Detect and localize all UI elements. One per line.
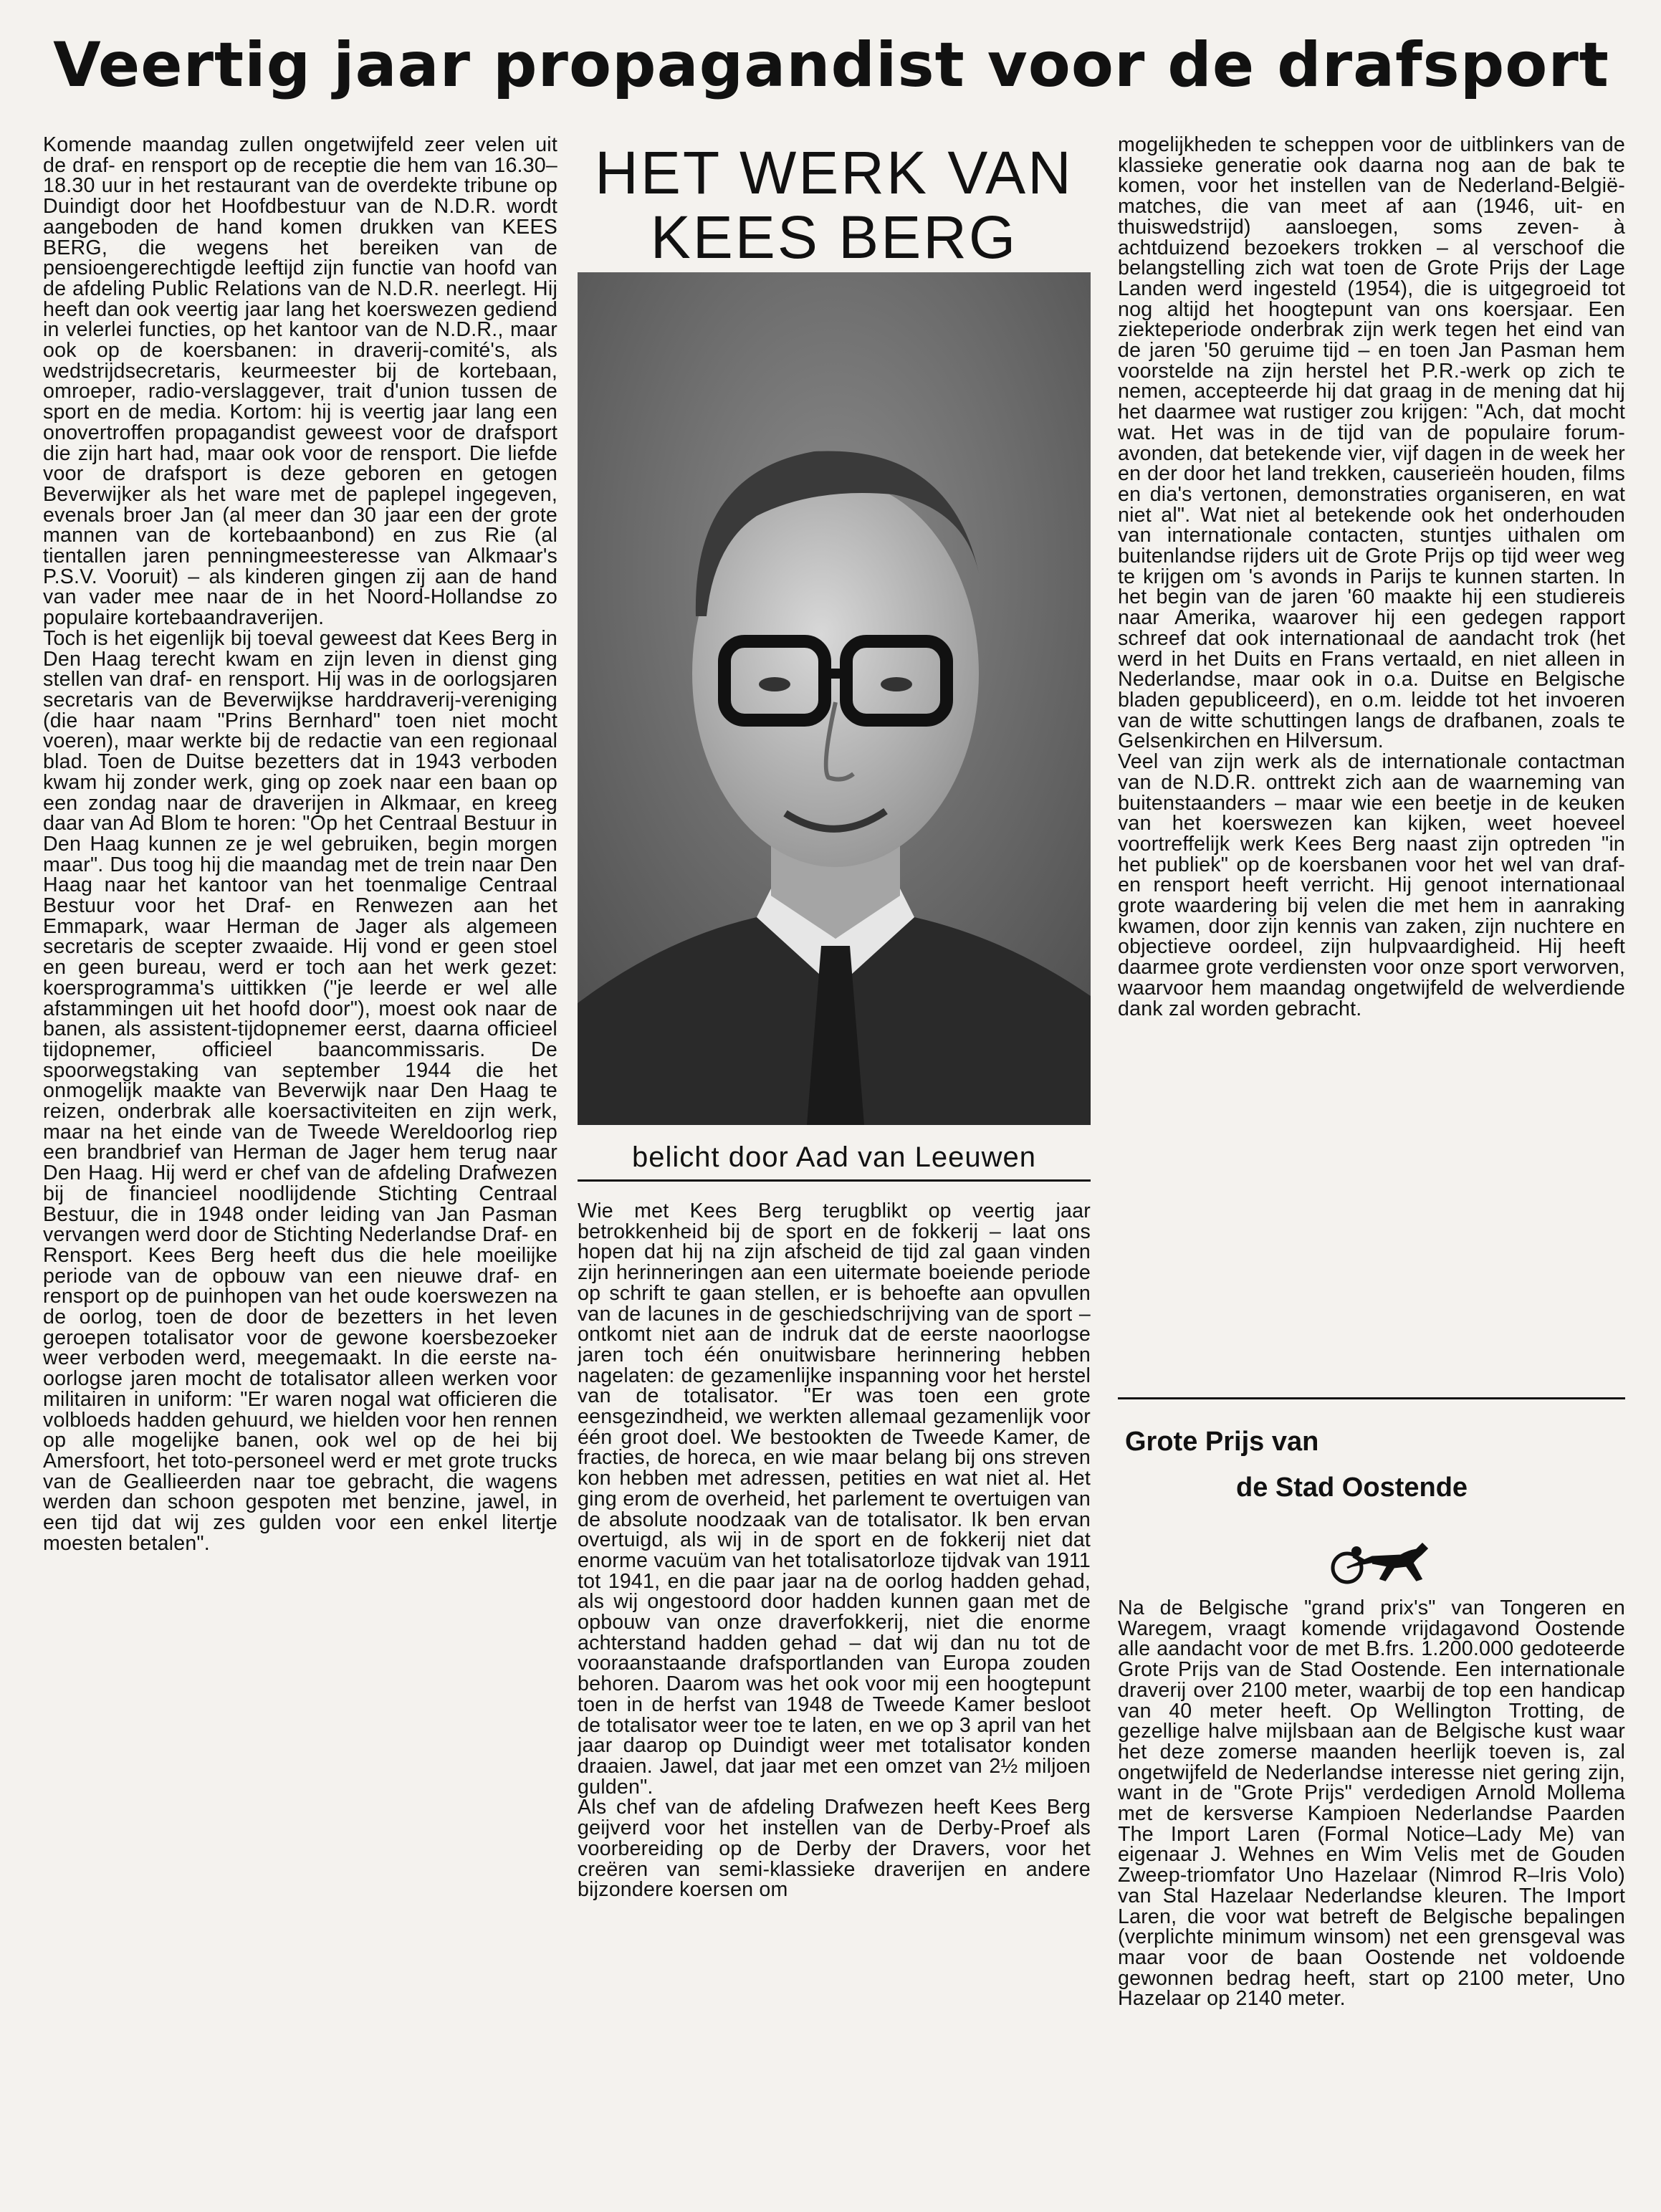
paragraph: Toch is het eigenlijk bij toeval geweest dat Kees Berg in Den Haag terecht kwam en zijn leven in dienst ging stellen van draf- en rensport. Hij was in de oorlogsjaren secretaris van de Beverwijkse harddraverij-vereniging (die haar naam "Prins Bernhard" toen niet mocht voeren), maar werkte bij de redactie van een regionaal blad. Toen de Duitse bezetters dat in 1943 verboden kwam hij zonder werk, ging op zoek naar een baan op een zondag naar de draverijen in Alkmaar, en kreeg daar van Ad Blom te horen: "Op het Centraal Bestuur in Den Haag kunnen ze je wel gebruiken, begin morgen maar". Dus toog hij die maandag met de trein naar Den Haag naar het kantoor van het toenmalige Centraal Bestuur voor het Draf- en Renwezen aan het Emmapark, waar Herman de Jager als algemeen secretaris de scepter zwaaide. Hij vond er geen stoel en geen bureau, werd er toch aan het werk gezet: koersprogramma's uittikken ("je leerde er wel alle afstammingen uit het hoofd door"), moest ook naar de banen, als assistent-tijdopnemer eerst, daarna officieel tijdopnemer, officieel baancommissaris. De spoorwegstaking van september 1944 die het onmogelijk maakte van Beverwijk naar Den Haag te reizen, onderbrak alle koersactiviteiten en zijn werk, maar na het einde van de Tweede Wereldoorlog riep een brandbrief van Herman de Jager hem terug naar Den Haag. Hij werd er chef van de afdeling Drafwezen bij de financieel noodlijdende Stichting Centraal Bestuur, die in 1948 onder leiding van Jan Pasman vervangen werd door de Stichting Nederlandse Draf- en Rensport. Kees Berg heeft dus die hele moeilijke periode van de opbouw van een nieuwe draf- en rensport op de puinhopen van het oude koerswezen na de oorlog, toen de door de bezetters in het leven geroepen totalisator voor de gewone koersbezoeker weer verboden werd, meegemaakt. In die eerste na-oorlogse jaren mocht de totalisator alleen werken voor militairen in uniform: "Er waren nogal wat officieren die volbloeds hadden gehuurd, we hielden voor hen rennen op alle mogelijke banen, ook wel op de hei bij Amersfoort, het toto-personeel werd er met grote trucks van de Geallieerden naar toe gebracht, die wagens werden dan schoon gespoten met benzine, jawel, in een tijd dat wij zes gulden voor een enkel litertje moesten betalen". — [43, 626, 557, 1555]
divider — [1118, 1397, 1625, 1399]
subtitle-line: KEES BERG — [650, 204, 1018, 271]
subtitle-line: HET WERK VAN — [595, 139, 1073, 206]
divider — [578, 1179, 1091, 1182]
sulky-trotter-icon — [1322, 1536, 1437, 1586]
paragraph: Veel van zijn werk als de internationale contactman van de N.D.R. onttrekt zich aan de waarneming van buitenstaanders – maar wie een beetje in de keuken van het koerswezen kan kijken, weet hoeveel voortreffelijk werk Kees Berg naast zijn optreden "in het publiek" op de koersbanen voor het wel van draf- en rensport heeft verricht. Hij genoot internationaal grote waardering bij velen die met hem in aanraking kwamen, door zijn kennis van zaken, zijn nuchtere en objectieve oordeel, zijn hulpvaardigheid. Hij heeft daarmee grote verdiensten voor onze sport verworven, waarvoor hem maandag ongetwijfeld de welverdiende dank zal worden gebracht. — [1118, 750, 1625, 1020]
article-column-1 — [43, 135, 557, 2198]
paragraph: Komende maandag zullen ongetwijfeld zeer velen uit de draf- en rensport op de receptie die hem van 16.30–18.30 uur in het restaurant van de overdekte tribune op Duindigt door het Hoofdbestuur van de N.D.R. wordt aangeboden de hand komen drukken van KEES BERG, die wegens het bereiken van de pensioengerechtigde leeftijd zijn functie van hoofd van de afdeling Public Relations van de N.D.R. neerlegt. Hij heeft dan ook veertig jaar lang het koerswezen gediend in velerlei functies, op het kantoor van de N.D.R., maar ook op de koersbanen: in draverij-comité's, als wedstrijdsecretaris, keurmeester bij de kortebaan, omroeper, radio-verslaggever, trait d'union tussen de sport en de media. Kortom: hij is veertig jaar lang een onovertroffen propagandist geweest voor de drafsport die zijn hart had, maar ook voor de rensport. Die liefde voor de drafsport is deze geboren en getogen Beverwijker als het ware met de paplepel ingegeven, evenals broer Jan (al meer dan 30 jaar een der grote mannen van de kortebaanbond) en zus Rie (al tientallen jaren penningmeesteresse van Alkmaar's P.S.V. Vooruit) – als kinderen gingen zij aan de hand van vader mee naar de in het Noord-Hollandse zo populaire kortebaandraverijen. — [43, 135, 557, 630]
sidebar-title: de Stad Oostende — [1236, 1473, 1468, 1503]
article-column-3 — [1118, 135, 1625, 1378]
byline: belicht door Aad van Leeuwen — [632, 1141, 1036, 1173]
paragraph: mogelijkheden te scheppen voor de uitblinkers van de klassieke generatie ook daarna nog aan de bak te komen, voor het instellen van de Nederland-België-matches, die van meet af aan (1946, uit- en thuiswedstrijd) aansloegen, soms zeven- à achtduizend bezoekers trokken – al verschoof die belangstelling zich wat toen de Grote Prijs der Lage Landen werd ingesteld (1954), die is uitgegroeid tot nog altijd het hoogtepunt van ons koersjaar. Een ziekteperiode onderbrak zijn werk tegen het eind van de jaren '50 geruime tijd – en toen Jan Pasman hem voorstelde na zijn herstel het P.R.-werk op zich te nemen, accepteerde hij dat graag in de mening dat hij het daarmee wat rustiger zou krijgen: "Ach, dat mocht wat. Het was in de tijd van de populaire forum-avonden, dat betekende vier, vijf dagen in de week her en der door het land trekken, causerieën houden, films en dia's vertonen, demonstraties organiseren, en wat niet al". Wat niet al betekende ook het onderhouden van internationale contacten, stuntjes uithalen om buitenlandse rijders uit de Grote Prijs op tijd weer weg te krijgen om 's avonds in Parijs te kunnen starten. In het begin van de jaren '60 maakte hij een studiereis naar Amerika, waarover hij een gedegen rapport schreef dat ook internationaal de aandacht trok (het werd in het Duits en Frans vertaald, en niet alleen in Nederlandse, maar ook in o.a. Duitse en Belgische bladen gepubliceerd), en o.m. leidde tot het invoeren van de witte schuttingen langs de drafbanen, zoals te Gelsenkirchen en Hilversum. — [1118, 135, 1625, 753]
portrait-illustration — [578, 272, 1091, 1125]
headline: Veertig jaar propagandist voor de drafsport — [53, 29, 1609, 101]
paragraph: Wie met Kees Berg terugblikt op veertig jaar betrokkenheid bij de sport en de fokkerij – laat ons hopen dat hij na zijn afscheid de tijd zal gaan vinden zijn herinneringen aan een uitermate boeiende periode op schrift te gaan stellen, er is behoefte aan opvullen van de lacunes in de geschiedschrijving van de sport – ontkomt niet aan de indruk dat de eerste naoorlogse jaren toch één onuitwisbare herinnering hebben nagelaten: de gezamenlijke inspanning voor het herstel van de totalisator. "Er was toen een grote eensgezindheid, we werkten allemaal gezamenlijk voor één groot doel. We bestookten de Tweede Kamer, de fracties, de horeca, en wie maar belang bij ons streven kon hebben met adressen, petities en wat niet al. Het ging erom de overheid, het parlement te overtuigen van de absolute noodzaak van de totalisator. Ik ben ervan overtuigd, als wij in de sport en de fokkerij niet dat enorme vacuüm van het totalisatorloze tijdvak van 1911 tot 1941, en die paar jaar na de oorlog hadden gehad, als wij ongestoord door hadden kunnen gaan met de opbouw van onze draverfokkerij, niet die enorme achterstand hadden gehad – dat wij dan nu tot de vooraanstaande drafsportlanden van Europa zouden behoren. Daarom was het ook voor mij een hoogtepunt toen in de herfst van 1948 de Tweede Kamer besloot de totalisator weer toe te laten, en we op 3 april van het jaar daarop op Duindigt weer met totalisator konden draaien. Jawel, dat jaar met een omzet van 2½ miljoen gulden". — [578, 1201, 1091, 1799]
article-subtitle — [578, 140, 1091, 269]
sidebar-title: Grote Prijs van — [1125, 1427, 1319, 1457]
sidebar-column — [1118, 1598, 1625, 2204]
paragraph: Na de Belgische "grand prix's" van Tongeren en Waregem, vraagt komende vrijdagavond Oostende alle aandacht voor de met B.frs. 1.200.000 gedoteerde Grote Prijs van de Stad Oostende. Een internationale draverij over 2100 meter, waarbij de top een handicap van 40 meter heeft. Op Wellington Trotting, de gezellige halve mijlsbaan aan de Belgische kust waar het deze zomerse maanden heerlijk toeven is, zal ongetwijfeld de Nederlandse interesse niet gering zijn, want in de "Grote Prijs" verdedigen Arnold Mollema met de kersverse Kampioen Nederlandse Paarden The Import Laren (Formal Notice–Lady Me) van eigenaar J. Wehnes en Wim Velis met de Gouden Zweep-triomfator Uno Hazelaar (Nimrod R–Iris Volo) van Stal Hazelaar Nederlandse kleuren. The Import Laren, die voor wat betreft de Belgische bepalingen (verplichte minimum winsom) net een grensgeval was maar voor de baan Oostende net voldoende gewonnen bedrag heeft, start op 2100 meter, Uno Hazelaar op 2140 meter. — [1118, 1598, 1625, 2011]
portrait-photo — [578, 272, 1091, 1125]
article-column-2 — [578, 1201, 1091, 2204]
paragraph: Als chef van de afdeling Drafwezen heeft Kees Berg geijverd voor het instellen van de Derby-Proef als voorbereiding op de Derby der Dravers, voor het creëren van semi-klassieke draverijen en andere bijzondere koersen om — [578, 1796, 1091, 1902]
